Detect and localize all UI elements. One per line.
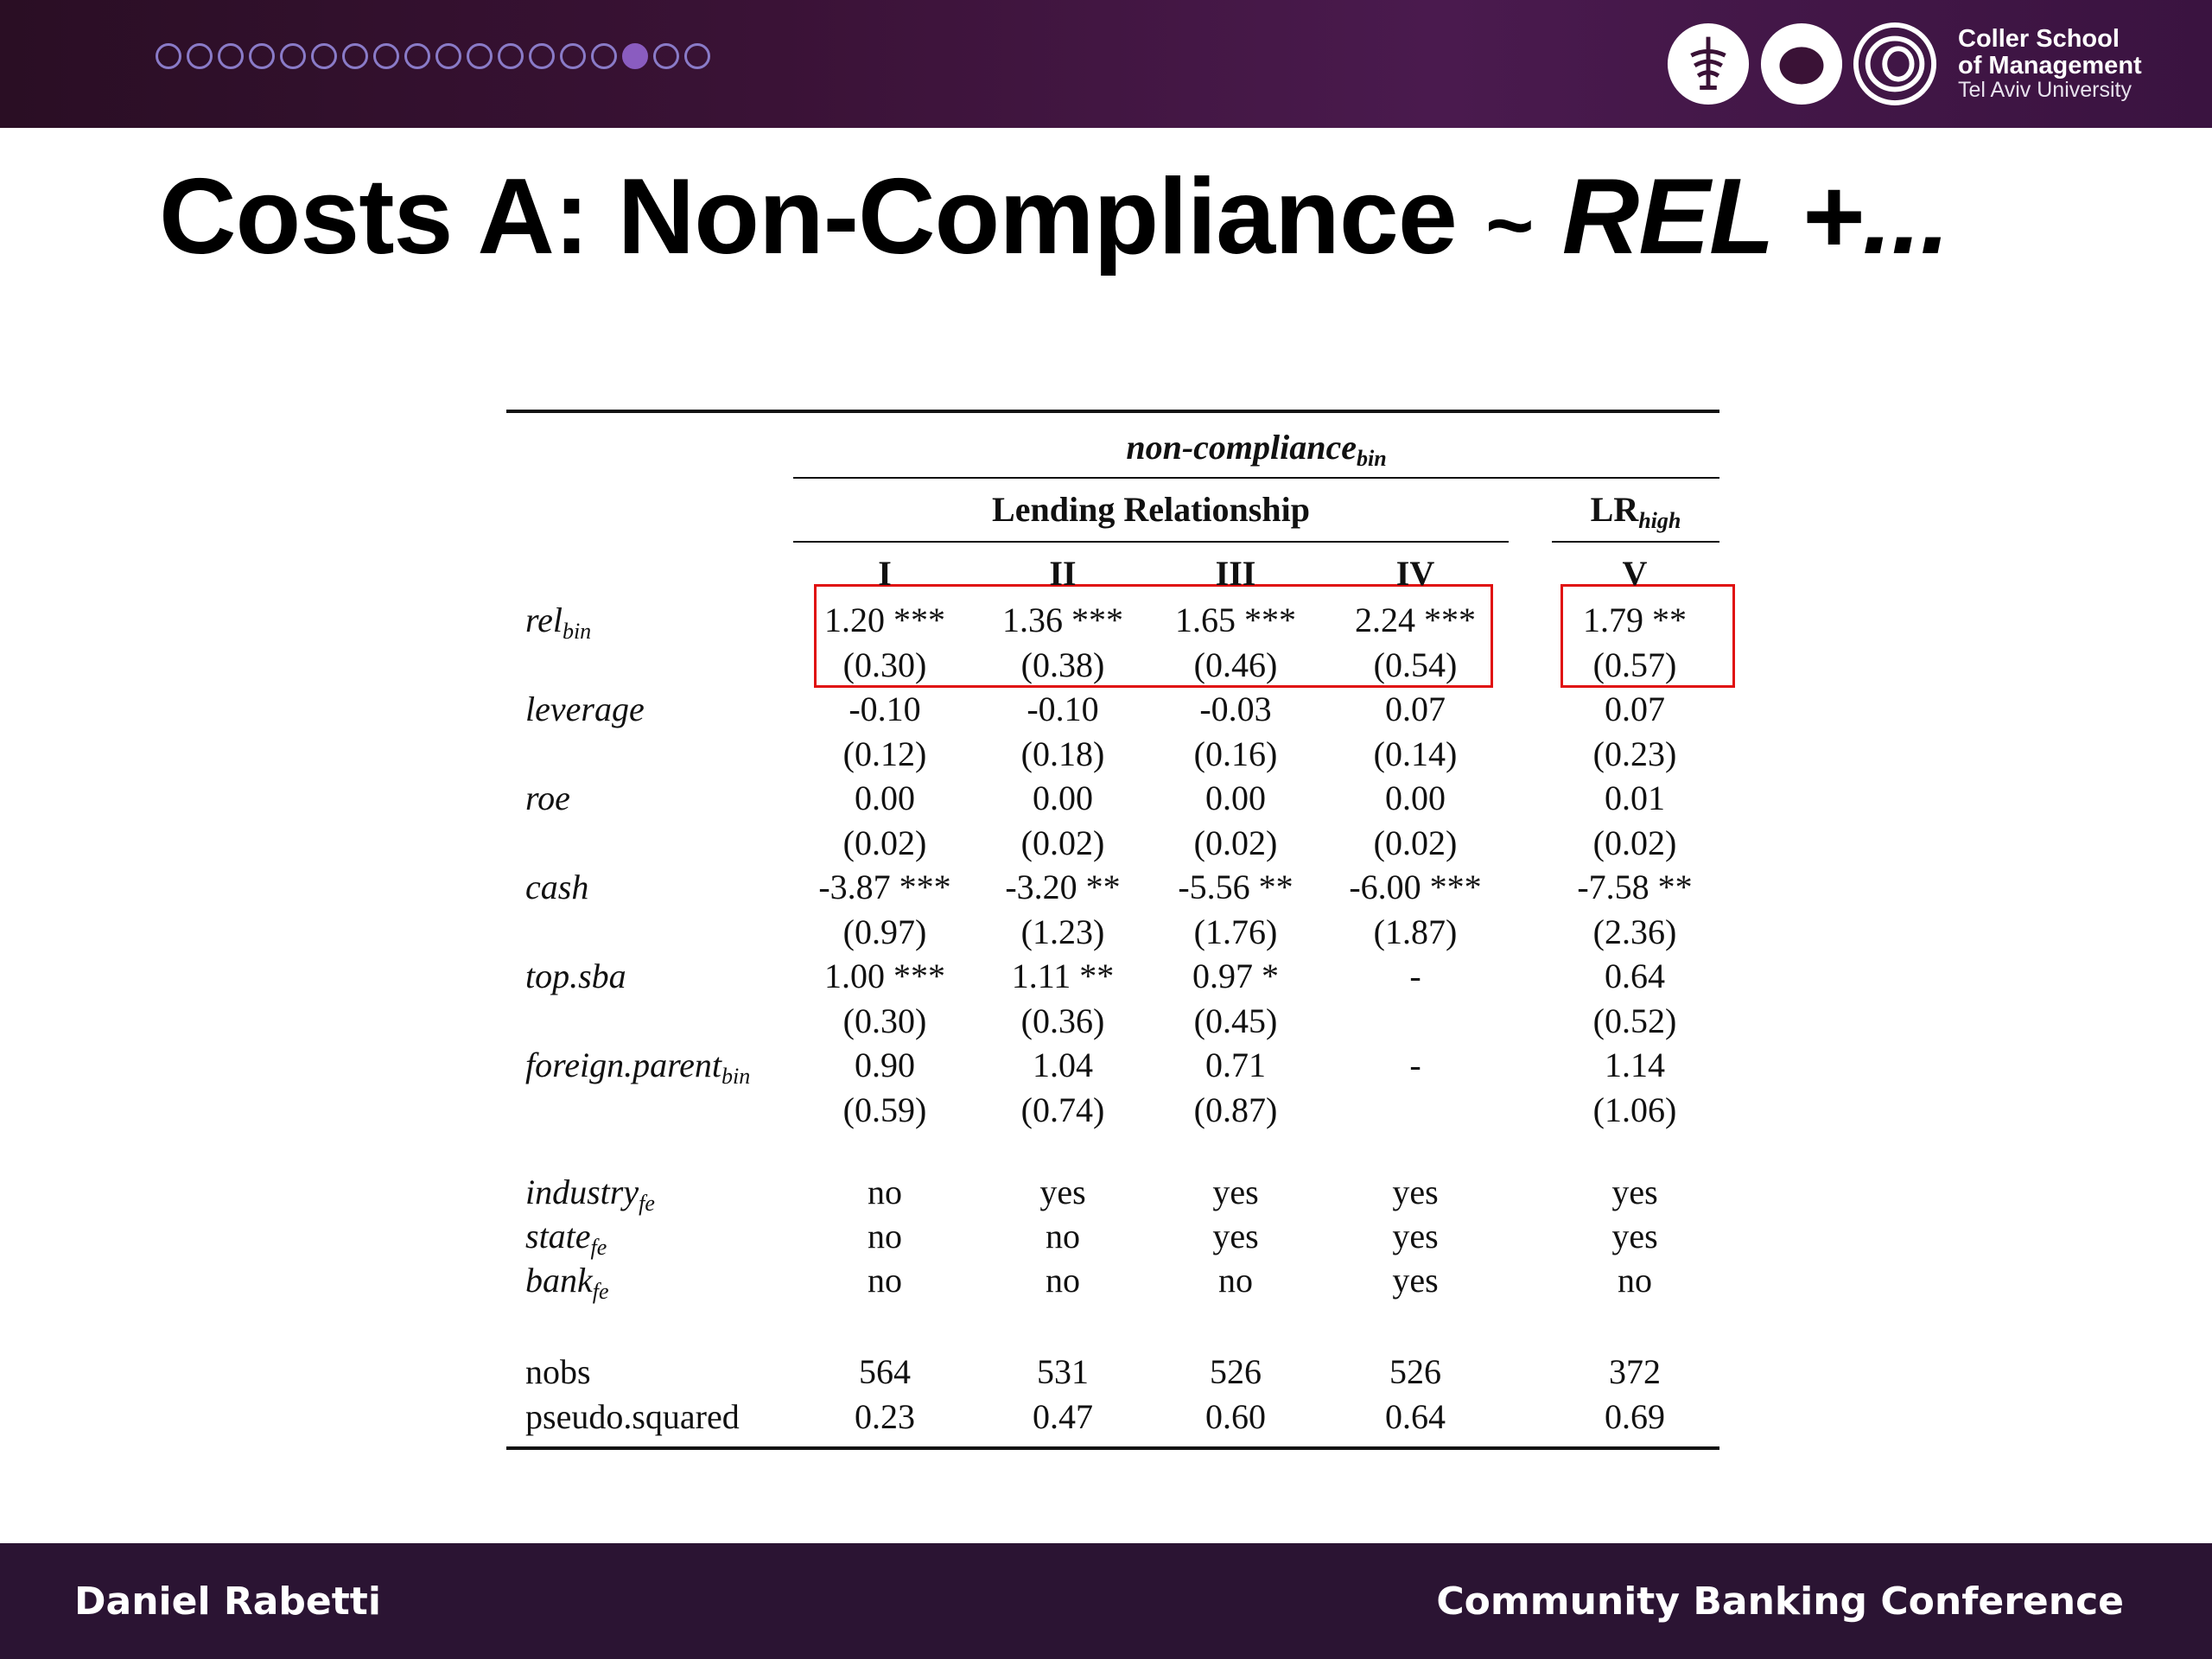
se-cell: (0.36) <box>1020 1001 1105 1040</box>
fe-cell: no <box>868 1173 902 1211</box>
se-cell: (0.18) <box>1020 734 1105 773</box>
title-main: Costs A: Non-Compliance <box>159 157 1457 276</box>
stat-cell: 0.23 <box>855 1397 915 1436</box>
coef-cell: 1.65 *** <box>1175 601 1296 639</box>
fe-row-label: industry$_{fe}$ <box>525 1173 655 1216</box>
fe-cell: yes <box>1039 1173 1086 1211</box>
se-cell: (0.38) <box>1020 645 1105 684</box>
se-cell: (1.76) <box>1193 912 1278 951</box>
coef-cell: -3.87 *** <box>818 868 951 906</box>
bottom-rule <box>506 1446 1719 1450</box>
coef-cell: 0.00 <box>1385 779 1446 817</box>
coef-cell: -0.10 <box>849 690 921 728</box>
se-cell: (0.30) <box>842 645 927 684</box>
coef-cell: 0.00 <box>855 779 915 817</box>
fe-cell: yes <box>1611 1173 1658 1211</box>
se-cell: (0.30) <box>842 1001 927 1040</box>
stat-cell: 0.64 <box>1385 1397 1446 1436</box>
coef-cell: -6.00 *** <box>1349 868 1482 906</box>
coef-cell: 1.04 <box>1033 1046 1093 1084</box>
coef-cell: 0.07 <box>1385 690 1446 728</box>
fe-cell: yes <box>1212 1217 1259 1255</box>
title-tilde: ~ <box>1485 179 1534 271</box>
stat-cell: 372 <box>1609 1352 1661 1391</box>
coef-cell: -0.10 <box>1027 690 1099 728</box>
stat-cell: 564 <box>859 1352 911 1391</box>
group-lending-relationship: Lending Relationship <box>992 490 1310 529</box>
stat-cell: 0.60 <box>1205 1397 1266 1436</box>
fe-cell: yes <box>1392 1261 1439 1300</box>
dep-var-label: non-compliance$_{bin}$ <box>1126 428 1387 471</box>
se-cell: (0.02) <box>1193 823 1278 862</box>
row-label: rel$_{bin}$ <box>525 601 592 644</box>
top-rule <box>506 410 1719 413</box>
se-cell: (1.06) <box>1592 1090 1677 1129</box>
coef-cell: 0.00 <box>1033 779 1093 817</box>
conference-name: Community Banking Conference <box>1436 1580 2124 1624</box>
se-cell: (0.59) <box>842 1090 927 1129</box>
stat-row-label: nobs <box>525 1352 591 1391</box>
se-cell: (0.46) <box>1193 645 1278 684</box>
coef-cell: 0.71 <box>1205 1046 1266 1084</box>
column-header: III <box>1215 554 1256 593</box>
coef-cell: 0.01 <box>1605 779 1665 817</box>
presenter-name: Daniel Rabetti <box>74 1580 381 1624</box>
fe-cell: yes <box>1611 1217 1658 1255</box>
se-cell: (0.16) <box>1193 734 1278 773</box>
se-cell: (2.36) <box>1592 912 1677 951</box>
column-header: V <box>1622 554 1648 593</box>
se-cell: (0.45) <box>1193 1001 1278 1040</box>
row-label: leverage <box>525 690 645 728</box>
stat-cell: 526 <box>1210 1352 1262 1391</box>
se-cell: (0.54) <box>1373 645 1458 684</box>
se-cell: (0.02) <box>1373 823 1458 862</box>
coef-cell: 0.97 * <box>1192 957 1279 995</box>
coef-cell: -0.03 <box>1199 690 1272 728</box>
se-cell: (0.12) <box>842 734 927 773</box>
se-cell: (1.87) <box>1373 912 1458 951</box>
fe-cell: yes <box>1392 1173 1439 1211</box>
coef-cell: 2.24 *** <box>1355 601 1476 639</box>
coef-cell: 1.36 *** <box>1002 601 1123 639</box>
column-header: II <box>1049 554 1077 593</box>
coef-cell: -5.56 ** <box>1178 868 1294 906</box>
se-cell: (0.57) <box>1592 645 1677 684</box>
se-cell: (0.02) <box>1020 823 1105 862</box>
row-label: roe <box>525 779 570 817</box>
coef-cell: 1.14 <box>1605 1046 1665 1084</box>
column-header: I <box>878 554 892 593</box>
se-cell: (0.02) <box>1592 823 1677 862</box>
fe-cell: yes <box>1212 1173 1259 1211</box>
stat-cell: 0.47 <box>1033 1397 1093 1436</box>
se-cell: (0.23) <box>1592 734 1677 773</box>
school-line-3: Tel Aviv University <box>1958 78 2132 103</box>
coef-cell: 1.00 *** <box>824 957 945 995</box>
stat-cell: 0.69 <box>1605 1397 1665 1436</box>
column-header: IV <box>1395 554 1435 593</box>
se-cell: (0.52) <box>1592 1001 1677 1040</box>
fe-cell: no <box>1046 1217 1080 1255</box>
school-line-1: Coller School <box>1958 25 2120 54</box>
coef-cell: 1.79 ** <box>1583 601 1687 639</box>
fe-cell: no <box>868 1261 902 1300</box>
group-lr-high: $LR_{high}$ <box>1590 490 1681 533</box>
coef-cell: 1.11 ** <box>1011 957 1115 995</box>
dep-var-rule <box>793 477 1719 479</box>
fe-row-label: state$_{fe}$ <box>525 1217 607 1260</box>
coef-cell: -7.58 ** <box>1577 868 1693 906</box>
fe-cell: no <box>1046 1261 1080 1300</box>
se-cell: (1.23) <box>1020 912 1105 951</box>
se-cell: (0.14) <box>1373 734 1458 773</box>
coef-cell: 0.00 <box>1205 779 1266 817</box>
se-cell: (0.87) <box>1193 1090 1278 1129</box>
coef-cell: -3.20 ** <box>1005 868 1121 906</box>
fe-cell: yes <box>1392 1217 1439 1255</box>
stat-cell: 526 <box>1389 1352 1441 1391</box>
stat-row-label: pseudo.squared <box>525 1397 740 1436</box>
lr-group-rule <box>793 541 1509 543</box>
coef-cell: 0.64 <box>1605 957 1665 995</box>
footer-bar <box>0 1543 2212 1659</box>
coef-cell: 1.20 *** <box>824 601 945 639</box>
se-cell: (0.02) <box>842 823 927 862</box>
row-label: top.sba <box>525 957 626 995</box>
fe-cell: no <box>1218 1261 1253 1300</box>
stat-cell: 531 <box>1037 1352 1089 1391</box>
title-formula: REL +... <box>1561 157 1949 276</box>
fe-row-label: bank$_{fe}$ <box>525 1261 609 1304</box>
coef-cell: - <box>1409 957 1421 995</box>
se-cell: (0.74) <box>1020 1090 1105 1129</box>
lr-high-rule <box>1552 541 1719 543</box>
fe-cell: no <box>1618 1261 1652 1300</box>
coef-cell: 0.90 <box>855 1046 915 1084</box>
row-label: foreign.parent$_{bin}$ <box>525 1046 751 1089</box>
row-label: cash <box>525 868 589 906</box>
se-cell: (0.97) <box>842 912 927 951</box>
fe-cell: no <box>868 1217 902 1255</box>
coef-cell: - <box>1409 1046 1421 1084</box>
coef-cell: 0.07 <box>1605 690 1665 728</box>
school-line-2: of Management <box>1958 51 2142 79</box>
